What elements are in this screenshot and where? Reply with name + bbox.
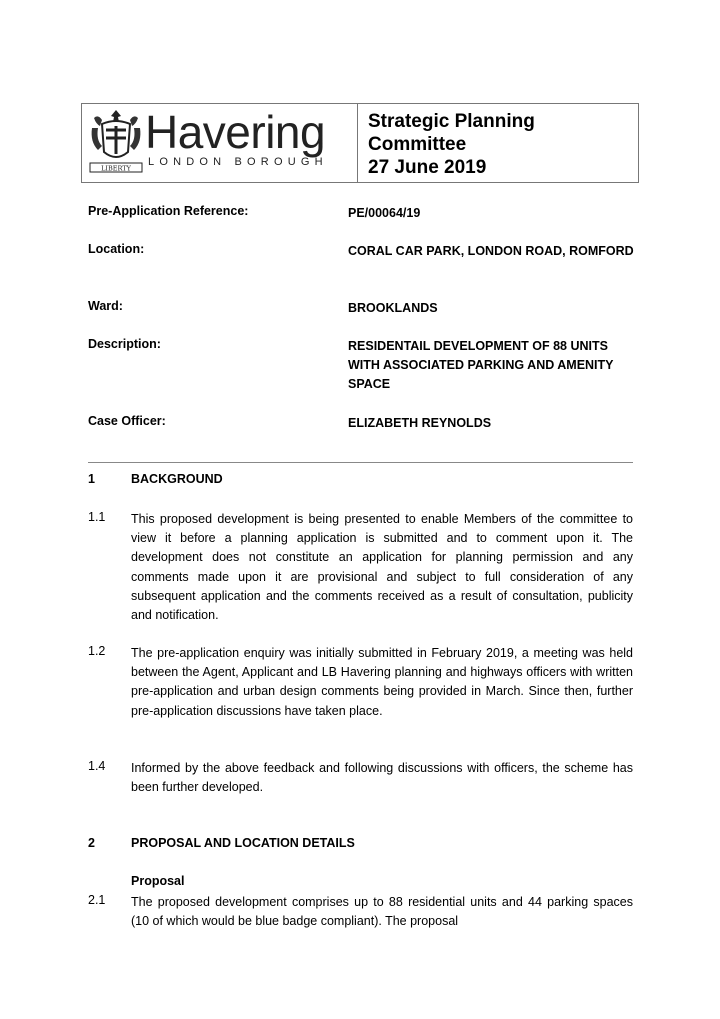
paragraph-number: 1.4 [88,759,106,773]
section-divider [88,462,633,463]
field-label: Description: [88,337,161,351]
brand-subtitle: LONDON BOROUGH [148,156,328,168]
committee-line-1: Strategic Planning [368,111,535,132]
field-value: BROOKLANDS [348,301,438,315]
field-label: Case Officer: [88,414,166,428]
header-box [81,103,639,183]
committee-title [368,110,535,179]
field-value: CORAL CAR PARK, LONDON ROAD, ROMFORD [348,244,634,258]
brand-name: Havering [145,106,326,158]
section-number: 2 [88,836,95,850]
paragraph-text: Informed by the above feedback and following discussions with officers, the scheme has been further developed. [131,761,633,795]
field-label: Pre-Application Reference: [88,204,249,218]
borough-crest-icon [88,108,144,176]
committee-date: 27 June 2019 [368,157,487,178]
paragraph-number: 1.1 [88,510,106,524]
field-value: RESIDENTAIL DEVELOPMENT OF 88 UNITS WITH ASSOCIATED PARKING AND AMENITY SPACE [348,339,614,391]
paragraph-text: The proposed development comprises up to 88 residential units and 44 parking spaces (10 of which would be blue badge compliant). The proposal [131,895,633,929]
paragraph-number: 1.2 [88,644,106,658]
field-value: PE/00064/19 [348,206,421,220]
field-value: ELIZABETH REYNOLDS [348,416,492,430]
field-label: Location: [88,242,145,256]
section-title: BACKGROUND [131,472,223,486]
section-title: PROPOSAL AND LOCATION DETAILS [131,836,355,850]
crest-motto: LIBERTY [101,164,131,173]
header-divider [357,104,358,182]
paragraph-text: This proposed development is being presented to enable Members of the committee to view it before a planning application is submitted and to comment upon it. The development does not constitute an application for planning permission and any comments made upon it are provisional and subject to full consideration of any subsequent application and the comments received as a result of consultation, publicity and notification. [131,512,633,623]
paragraph-number: 2.1 [88,893,106,907]
committee-line-2: Committee [368,134,467,155]
section-number: 1 [88,472,95,486]
subheading-proposal: Proposal [131,874,185,888]
paragraph-text: The pre-application enquiry was initially submitted in February 2019, a meeting was held between the Agent, Applicant and LB Havering planning and highways officers with written pre-application and urban design comments being provided in March. Since then, further pre-application discussions have taken place. [131,646,633,718]
field-label: Ward: [88,299,123,313]
